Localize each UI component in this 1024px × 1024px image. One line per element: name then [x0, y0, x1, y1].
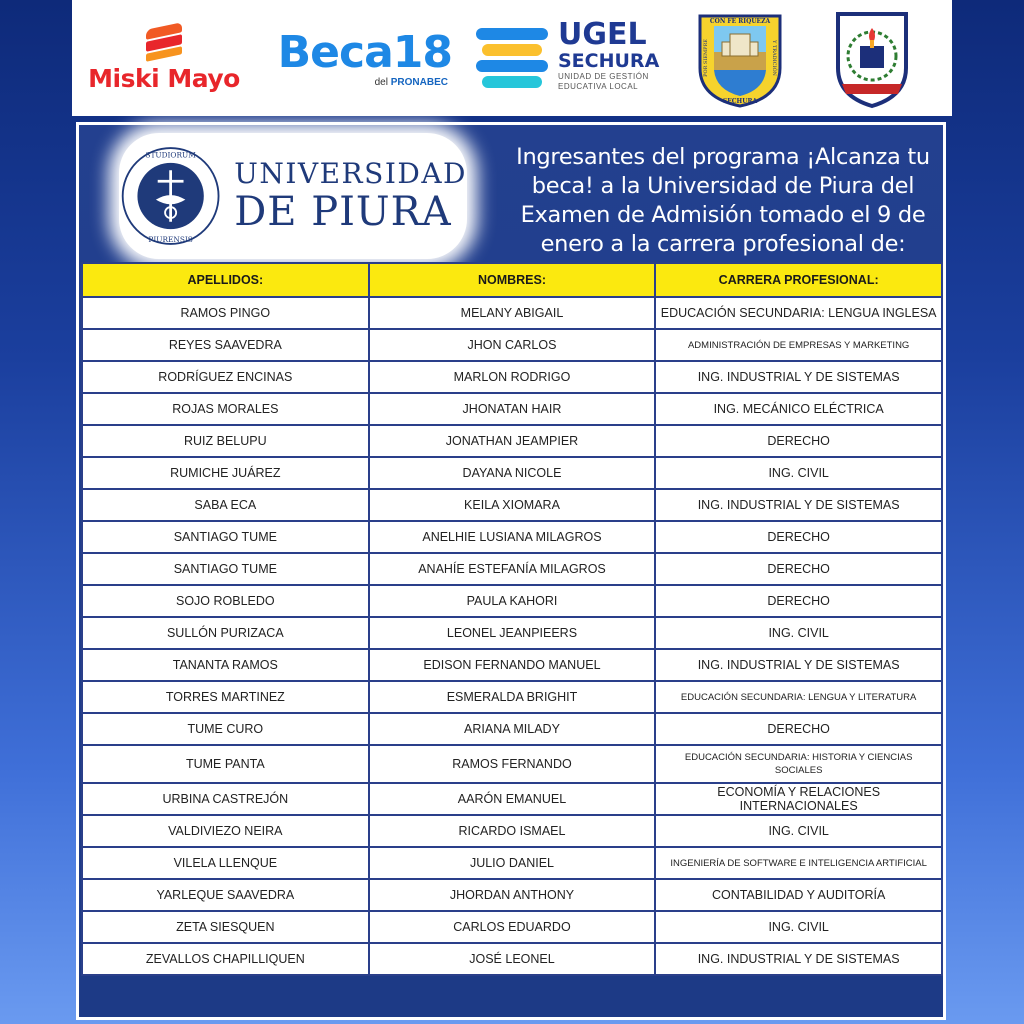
svg-text:SECHURA: SECHURA [722, 98, 758, 105]
cell-carrera: ING. CIVIL [655, 457, 942, 489]
table-row [82, 649, 942, 681]
sponsor-bar [72, 0, 952, 116]
cell-apellidos: RAMOS PINGO [82, 297, 369, 329]
cell-nombres: JONATHAN JEAMPIER [369, 425, 656, 457]
cell-nombres: ANELHIE LUSIANA MILAGROS [369, 521, 656, 553]
table-row [82, 425, 942, 457]
cell-nombres: MARLON RODRIGO [369, 361, 656, 393]
table-row [82, 553, 942, 585]
svg-text:Y TRADICIÓN: Y TRADICIÓN [771, 40, 777, 76]
cell-apellidos: RUIZ BELUPU [82, 425, 369, 457]
cell-nombres: JOSÉ LEONEL [369, 943, 656, 975]
table-row [82, 713, 942, 745]
miski-mayo-logo [84, 14, 244, 104]
cell-nombres: MELANY ABIGAIL [369, 297, 656, 329]
school-crest-icon [832, 10, 912, 110]
cell-nombres: JHORDAN ANTHONY [369, 879, 656, 911]
cell-apellidos: SANTIAGO TUME [82, 521, 369, 553]
beca18-logo [262, 20, 452, 96]
cell-apellidos: TUME PANTA [82, 745, 369, 783]
cell-carrera: ADMINISTRACIÓN DE EMPRESAS Y MARKETING [655, 329, 942, 361]
table-row [82, 815, 942, 847]
cell-apellidos: TUME CURO [82, 713, 369, 745]
cell-nombres: RICARDO ISMAEL [369, 815, 656, 847]
cell-nombres: JHON CARLOS [369, 329, 656, 361]
cell-carrera: INGENIERÍA DE SOFTWARE E INTELIGENCIA ARTIFICIAL [655, 847, 942, 879]
cell-apellidos: SANTIAGO TUME [82, 553, 369, 585]
cell-carrera: ING. INDUSTRIAL Y DE SISTEMAS [655, 361, 942, 393]
cell-apellidos: RUMICHE JUÁREZ [82, 457, 369, 489]
table-row [82, 681, 942, 713]
header-carrera: CARRERA PROFESIONAL: [655, 263, 942, 297]
cell-apellidos: ZETA SIESQUEN [82, 911, 369, 943]
cell-nombres: ESMERALDA BRIGHIT [369, 681, 656, 713]
beca18-subtitle: del PRONABEC [374, 76, 448, 88]
beca18-wordmark: Beca18 [277, 26, 452, 78]
cell-apellidos: TORRES MARTINEZ [82, 681, 369, 713]
table-row [82, 783, 942, 815]
cell-carrera: DERECHO [655, 553, 942, 585]
table-row [82, 745, 942, 783]
svg-text:CON FE RIQUEZA: CON FE RIQUEZA [709, 18, 771, 25]
cell-apellidos: ZEVALLOS CHAPILLIQUEN [82, 943, 369, 975]
udep-word-universidad: UNIVERSIDAD [234, 157, 467, 190]
universidad-de-piura-logo [119, 133, 467, 259]
cell-carrera: EDUCACIÓN SECUNDARIA: HISTORIA Y CIENCIAS SOCIALES [655, 745, 942, 783]
udep-word-de-piura: DE PIURA [234, 189, 452, 235]
ugel-line1: UNIDAD DE GESTIÓN [558, 72, 649, 81]
cell-apellidos: RODRÍGUEZ ENCINAS [82, 361, 369, 393]
table-row [82, 521, 942, 553]
cell-carrera: DERECHO [655, 425, 942, 457]
cell-apellidos: VILELA LLENQUE [82, 847, 369, 879]
cell-apellidos: REYES SAAVEDRA [82, 329, 369, 361]
table-row [82, 361, 942, 393]
cell-nombres: ARIANA MILADY [369, 713, 656, 745]
table-header-row [82, 263, 942, 297]
cell-carrera: DERECHO [655, 585, 942, 617]
cell-nombres: PAULA KAHORI [369, 585, 656, 617]
admitted-students-table [81, 262, 943, 976]
cell-nombres: CARLOS EDUARDO [369, 911, 656, 943]
cell-apellidos: VALDIVIEZO NEIRA [82, 815, 369, 847]
cell-carrera: CONTABILIDAD Y AUDITORÍA [655, 879, 942, 911]
svg-text:STUDIORUM: STUDIORUM [145, 150, 196, 160]
cell-nombres: RAMOS FERNANDO [369, 745, 656, 783]
cell-nombres: AARÓN EMANUEL [369, 783, 656, 815]
header-nombres: NOMBRES: [369, 263, 656, 297]
udep-seal-icon [119, 140, 222, 252]
cell-carrera: EDUCACIÓN SECUNDARIA: LENGUA Y LITERATURA [655, 681, 942, 713]
ugel-sechura-logo [476, 18, 676, 94]
cell-nombres: JHONATAN HAIR [369, 393, 656, 425]
cell-carrera: ING. INDUSTRIAL Y DE SISTEMAS [655, 943, 942, 975]
svg-text:PIURENSIS: PIURENSIS [148, 235, 193, 245]
ugel-stripes-icon [476, 24, 550, 88]
miski-mayo-mark-icon [142, 26, 186, 60]
cell-carrera: ECONOMÍA Y RELACIONES INTERNACIONALES [655, 783, 942, 815]
cell-nombres: EDISON FERNANDO MANUEL [369, 649, 656, 681]
table-row [82, 393, 942, 425]
cell-carrera: ING. MECÁNICO ELÉCTRICA [655, 393, 942, 425]
table-row [82, 943, 942, 975]
ugel-line2: EDUCATIVA LOCAL [558, 82, 639, 91]
cell-carrera: ING. CIVIL [655, 911, 942, 943]
table-row [82, 617, 942, 649]
cell-nombres: ANAHÍE ESTEFANÍA MILAGROS [369, 553, 656, 585]
cell-nombres: LEONEL JEANPIEERS [369, 617, 656, 649]
sechura-shield-icon [696, 12, 784, 108]
table-row [82, 329, 942, 361]
table-row [82, 911, 942, 943]
cell-carrera: DERECHO [655, 521, 942, 553]
cell-apellidos: ROJAS MORALES [82, 393, 369, 425]
ugel-title: UGEL [558, 17, 647, 52]
cell-nombres: JULIO DANIEL [369, 847, 656, 879]
table-row [82, 879, 942, 911]
main-panel [76, 122, 946, 1020]
cell-carrera: ING. INDUSTRIAL Y DE SISTEMAS [655, 649, 942, 681]
cell-nombres: KEILA XIOMARA [369, 489, 656, 521]
cell-apellidos: SULLÓN PURIZACA [82, 617, 369, 649]
cell-nombres: DAYANA NICOLE [369, 457, 656, 489]
cell-carrera: ING. CIVIL [655, 815, 942, 847]
cell-apellidos: SOJO ROBLEDO [82, 585, 369, 617]
cell-carrera: ING. INDUSTRIAL Y DE SISTEMAS [655, 489, 942, 521]
announcement-headline: Ingresantes del programa ¡Alcanza tu beca! a la Universidad de Piura del Examen de Admisión tomado el 9 de enero a la carrera profesional de: [516, 144, 930, 257]
cell-carrera: EDUCACIÓN SECUNDARIA: LENGUA INGLESA [655, 297, 942, 329]
header-apellidos: APELLIDOS: [82, 263, 369, 297]
cell-apellidos: SABA ECA [82, 489, 369, 521]
ugel-subtitle: SECHURA [558, 50, 660, 72]
cell-apellidos: YARLEQUE SAAVEDRA [82, 879, 369, 911]
cell-apellidos: URBINA CASTREJÓN [82, 783, 369, 815]
cell-apellidos: TANANTA RAMOS [82, 649, 369, 681]
table-row [82, 457, 942, 489]
miski-mayo-wordmark: Miski Mayo [88, 63, 240, 93]
cell-carrera: DERECHO [655, 713, 942, 745]
cell-carrera: ING. CIVIL [655, 617, 942, 649]
table-row [82, 489, 942, 521]
table-row [82, 585, 942, 617]
svg-text:POR SIEMPRE: POR SIEMPRE [703, 39, 709, 77]
table-row [82, 297, 942, 329]
table-row [82, 847, 942, 879]
